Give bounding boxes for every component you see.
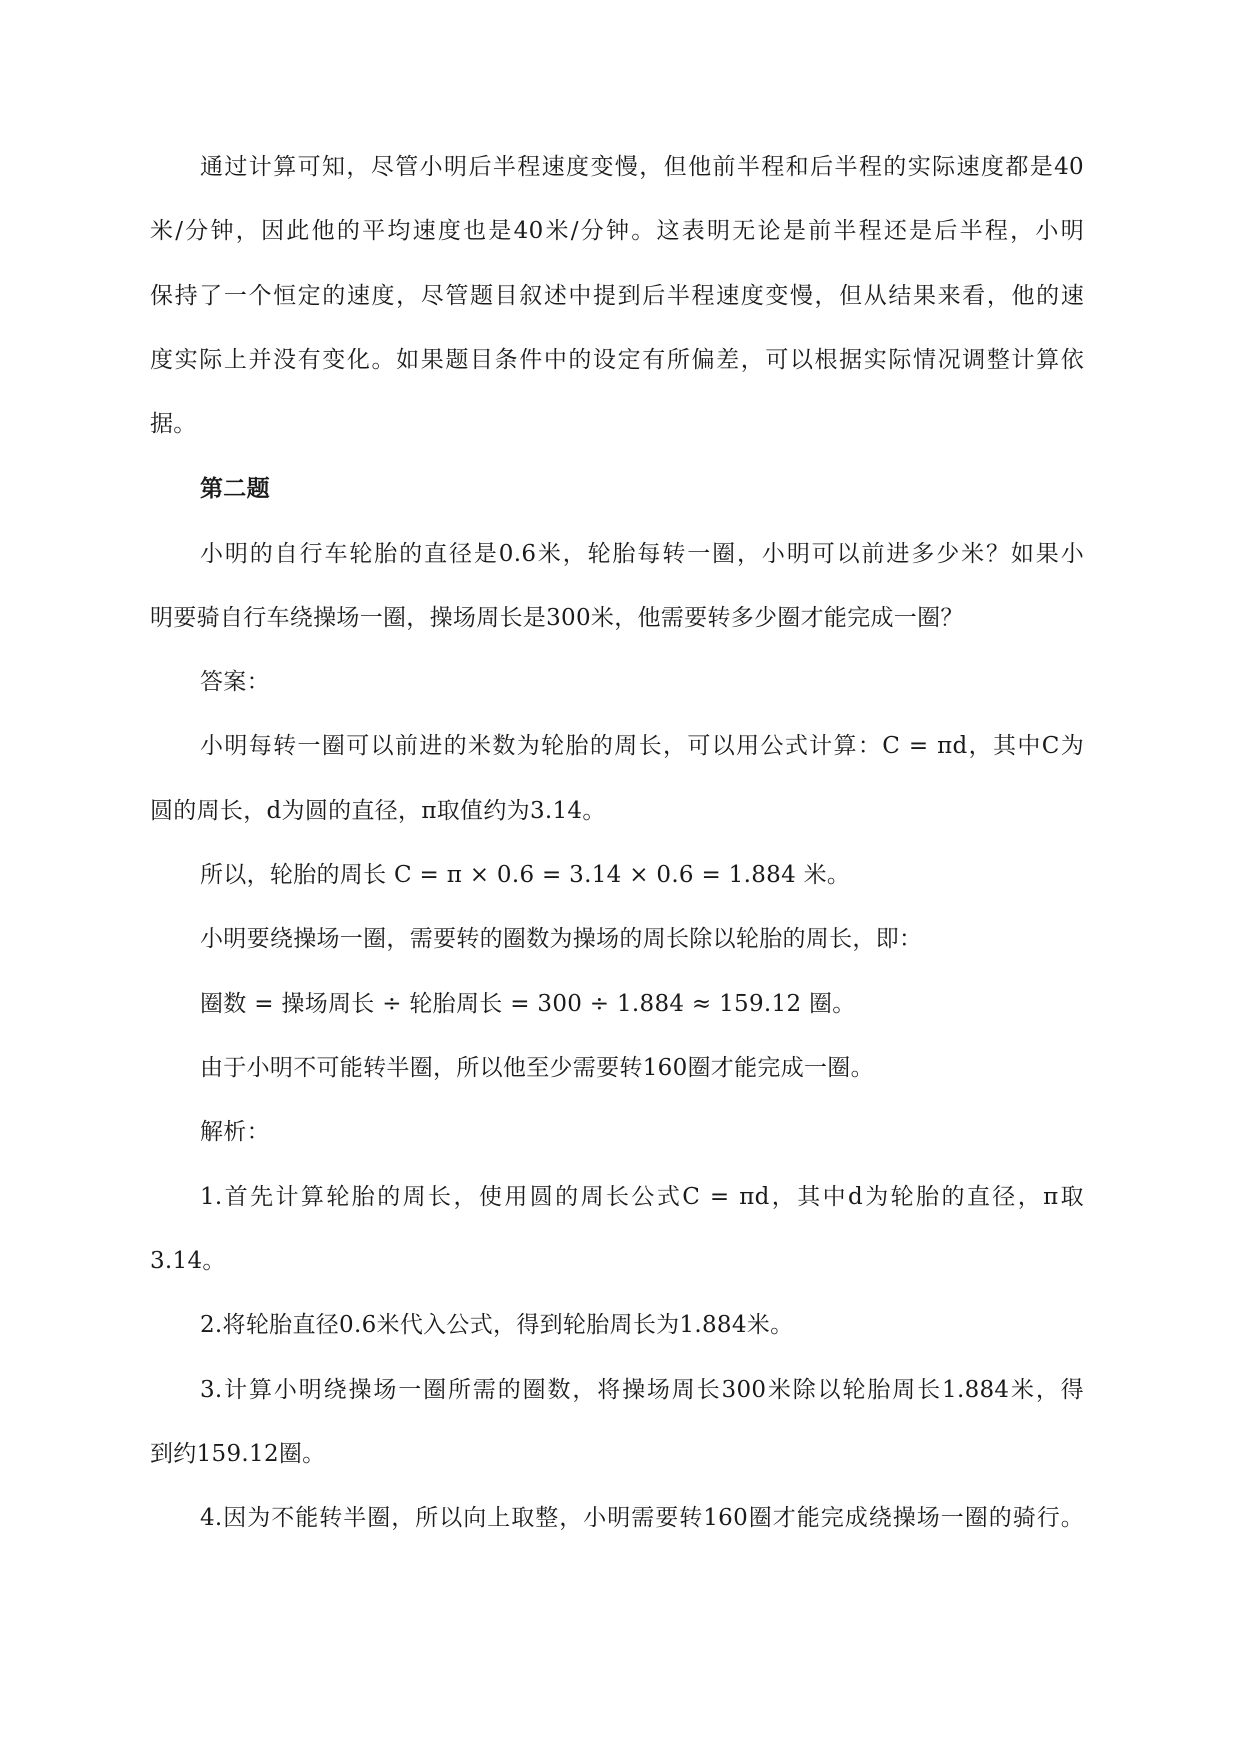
answer-line: 圈数 = 操场周长 ÷ 轮胎周长 = 300 ÷ 1.884 ≈ 159.12 圈。 [200,991,856,1017]
section-heading: 第二题 [200,475,270,502]
question-line: 明要骑自行车绕操场一圈，操场周长是300米，他需要转多少圈才能完成一圈？ [150,605,964,631]
analysis-line: 3.14。 [150,1248,226,1274]
answer-line: 小明要绕操场一圈，需要转的圈数为操场的周长除以轮胎的周长，即： [200,926,923,952]
analysis-line: 4.因为不能转半圈，所以向上取整，小明需要转160圈才能完成绕操场一圈的骑行。 [200,1505,1084,1531]
paragraph-line: 米/分钟，因此他的平均速度也是40米/分钟。这表明无论是前半程还是后半程，小明 [150,218,1084,244]
answer-label: 答案： [200,669,270,695]
question-line: 小明的自行车轮胎的直径是0.6米，轮胎每转一圈，小明可以前进多少米？如果小 [200,541,1084,567]
answer-line: 由于小明不可能转半圈，所以他至少需要转160圈才能完成一圈。 [200,1055,874,1081]
analysis-label: 解析： [200,1119,270,1145]
paragraph-line: 度实际上并没有变化。如果题目条件中的设定有所偏差，可以根据实际情况调整计算依 [150,347,1084,373]
analysis-line: 到约159.12圈。 [150,1441,326,1467]
answer-line: 小明每转一圈可以前进的米数为轮胎的周长，可以用公式计算：C = πd，其中C为 [200,733,1084,759]
paragraph-line: 通过计算可知，尽管小明后半程速度变慢，但他前半程和后半程的实际速度都是40 [200,154,1084,180]
paragraph-line: 据。 [150,411,197,437]
answer-line: 圆的周长，d为圆的直径，π取值约为3.14。 [150,798,606,824]
analysis-line: 3.计算小明绕操场一圈所需的圈数，将操场周长300米除以轮胎周长1.884米，得 [200,1377,1084,1403]
analysis-line: 1.首先计算轮胎的周长，使用圆的周长公式C = πd，其中d为轮胎的直径，π取 [200,1184,1084,1210]
paragraph-line: 保持了一个恒定的速度，尽管题目叙述中提到后半程速度变慢，但从结果来看，他的速 [150,283,1084,309]
answer-line: 所以，轮胎的周长 C = π × 0.6 = 3.14 × 0.6 = 1.884 米。 [200,862,851,888]
analysis-line: 2.将轮胎直径0.6米代入公式，得到轮胎周长为1.884米。 [200,1312,794,1338]
